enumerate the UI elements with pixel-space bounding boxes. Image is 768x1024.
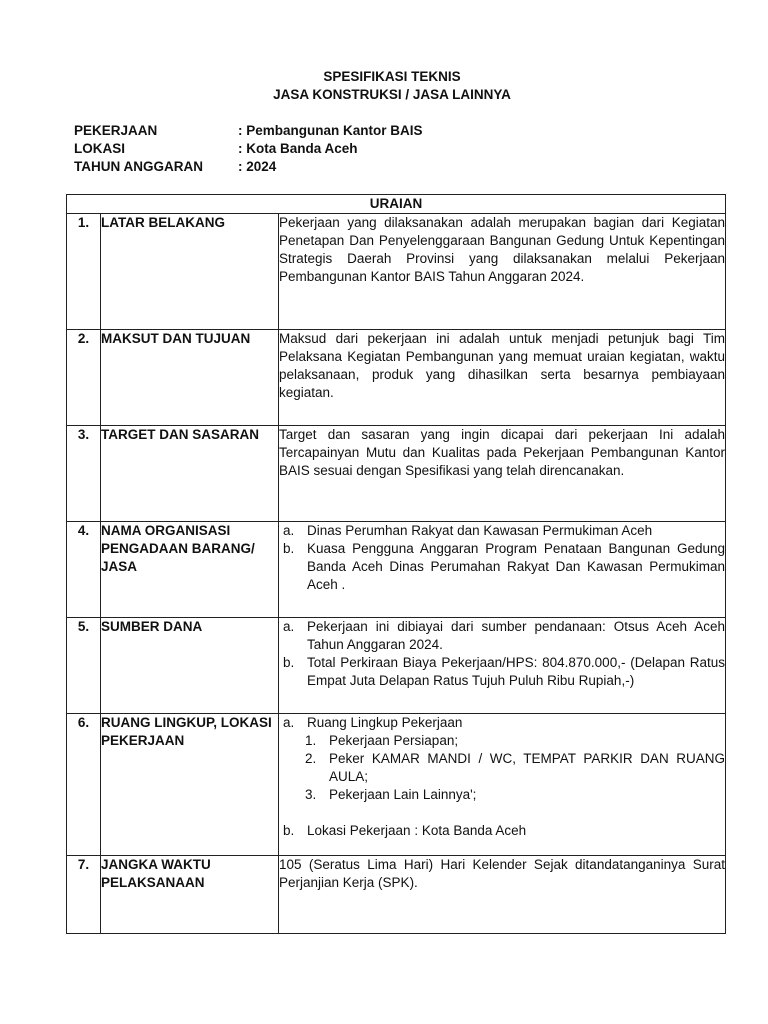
list-text: Peker KAMAR MANDI / WC, TEMPAT PARKIR DAN RUANG AULA;	[329, 751, 726, 784]
lokasi-label: LOKASI	[74, 141, 126, 156]
list-text: Ruang Lingkup Pekerjaan	[307, 715, 463, 730]
row-label: JANGKA WAKTU PELAKSANAAN	[101, 856, 279, 934]
row-number: 5.	[67, 618, 101, 714]
list-marker: b.	[283, 541, 295, 556]
spacer	[279, 804, 725, 822]
spec-table	[66, 194, 726, 934]
row-number: 6.	[67, 714, 101, 856]
table-row	[67, 714, 726, 856]
list-marker: a.	[283, 715, 295, 730]
list-item	[279, 540, 725, 594]
title-line-1: SPESIFIKASI TEKNIS	[323, 69, 461, 84]
list-item	[301, 732, 725, 750]
list-marker: b.	[283, 655, 295, 670]
row-label: LATAR BELAKANG	[101, 214, 279, 330]
list-text: Pekerjaan Lain Lainnya';	[329, 787, 477, 802]
pekerjaan-label: PEKERJAAN	[74, 123, 158, 138]
row-number: 7.	[67, 856, 101, 934]
row-description: Maksud dari pekerjaan ini adalah untuk menjadi petunjuk bagi Tim Pelaksana Kegiatan Pembangunan yang memuat uraian kegiatan, waktu pelaksanaan, produk yang dihasilkan serta besarnya pembiayaan kegiatan.	[279, 330, 726, 426]
row-label: RUANG LINGKUP, LOKASI PEKERJAAN	[101, 714, 279, 856]
meta-row-pekerjaan	[74, 122, 423, 140]
meta-row-lokasi	[74, 140, 423, 158]
list-text: Pekerjaan Persiapan;	[329, 733, 459, 748]
table-header-row	[67, 195, 726, 214]
row-number: 1.	[67, 214, 101, 330]
list-marker: a.	[283, 619, 295, 634]
list-item	[279, 618, 725, 654]
list-text: Total Perkiraan Biaya Pekerjaan/HPS: 804.870.000,- (Delapan Ratus Empat Juta Delapan Ratus Tujuh Puluh Ribu Rupiah,-)	[307, 655, 726, 688]
list-item	[301, 750, 725, 786]
table-row	[67, 856, 726, 934]
list-marker: a.	[283, 523, 295, 538]
table-row	[67, 522, 726, 618]
project-info	[74, 122, 423, 176]
list-item	[279, 822, 725, 840]
row-description	[279, 618, 726, 714]
title-line-2: JASA KONSTRUKSI / JASA LAINNYA	[273, 87, 511, 102]
row-label: MAKSUT DAN TUJUAN	[101, 330, 279, 426]
tahun-label: TAHUN ANGGARAN	[74, 159, 203, 174]
row-label: SUMBER DANA	[101, 618, 279, 714]
table-header: URAIAN	[67, 195, 726, 214]
table-row	[67, 426, 726, 522]
table-row	[67, 214, 726, 330]
row-description	[279, 522, 726, 618]
row-label: NAMA ORGANISASI PENGADAAN BARANG/ JASA	[101, 522, 279, 618]
tahun-value: : 2024	[238, 159, 277, 174]
list-marker: 1.	[305, 733, 317, 748]
row-description: 105 (Seratus Lima Hari) Hari Kelender Sejak ditandatanganinya Surat Perjanjian Kerja (SPK).	[279, 856, 726, 934]
sub-list	[301, 732, 725, 804]
table-row	[67, 330, 726, 426]
row-number: 2.	[67, 330, 101, 426]
list-item	[279, 522, 725, 540]
pekerjaan-value: : Pembangunan Kantor BAIS	[238, 123, 423, 138]
list-item	[279, 714, 725, 732]
list-text: Dinas Perumhan Rakyat dan Kawasan Permukiman Aceh	[307, 523, 653, 538]
list-marker: 3.	[305, 787, 317, 802]
meta-row-tahun	[74, 158, 423, 176]
row-description: Pekerjaan yang dilaksanakan adalah merupakan bagian dari Kegiatan Penetapan Dan Penyelenggaraan Bangunan Gedung Untuk Kepentingan Strategis Daerah Provinsi yang dilaksanakan melalui Pekerjaan Pembangunan Kantor BAIS Tahun Anggaran 2024.	[279, 214, 726, 330]
row-description	[279, 714, 726, 856]
row-number: 3.	[67, 426, 101, 522]
row-description: Target dan sasaran yang ingin dicapai dari pekerjaan Ini adalah Tercapainyan Mutu dan Kualitas pada Pekerjaan Pembangunan Kantor BAIS sesuai dengan Spesifikasi yang telah direncanakan.	[279, 426, 726, 522]
list-marker: 2.	[305, 751, 317, 766]
document-title	[0, 68, 768, 104]
lokasi-value: : Kota Banda Aceh	[238, 141, 358, 156]
list-text: Lokasi Pekerjaan : Kota Banda Aceh	[307, 823, 527, 838]
list-text: Pekerjaan ini dibiayai dari sumber pendanaan: Otsus Aceh Aceh Tahun Anggaran 2024.	[307, 619, 726, 652]
row-label: TARGET DAN SASARAN	[101, 426, 279, 522]
row-number: 4.	[67, 522, 101, 618]
list-text: Kuasa Pengguna Anggaran Program Penataan Bangunan Gedung Banda Aceh Dinas Perumahan Rakyat Dan Kawasan Permukiman Aceh .	[307, 541, 726, 592]
list-item	[301, 786, 725, 804]
list-marker: b.	[283, 823, 295, 838]
table-row	[67, 618, 726, 714]
list-item	[279, 654, 725, 690]
